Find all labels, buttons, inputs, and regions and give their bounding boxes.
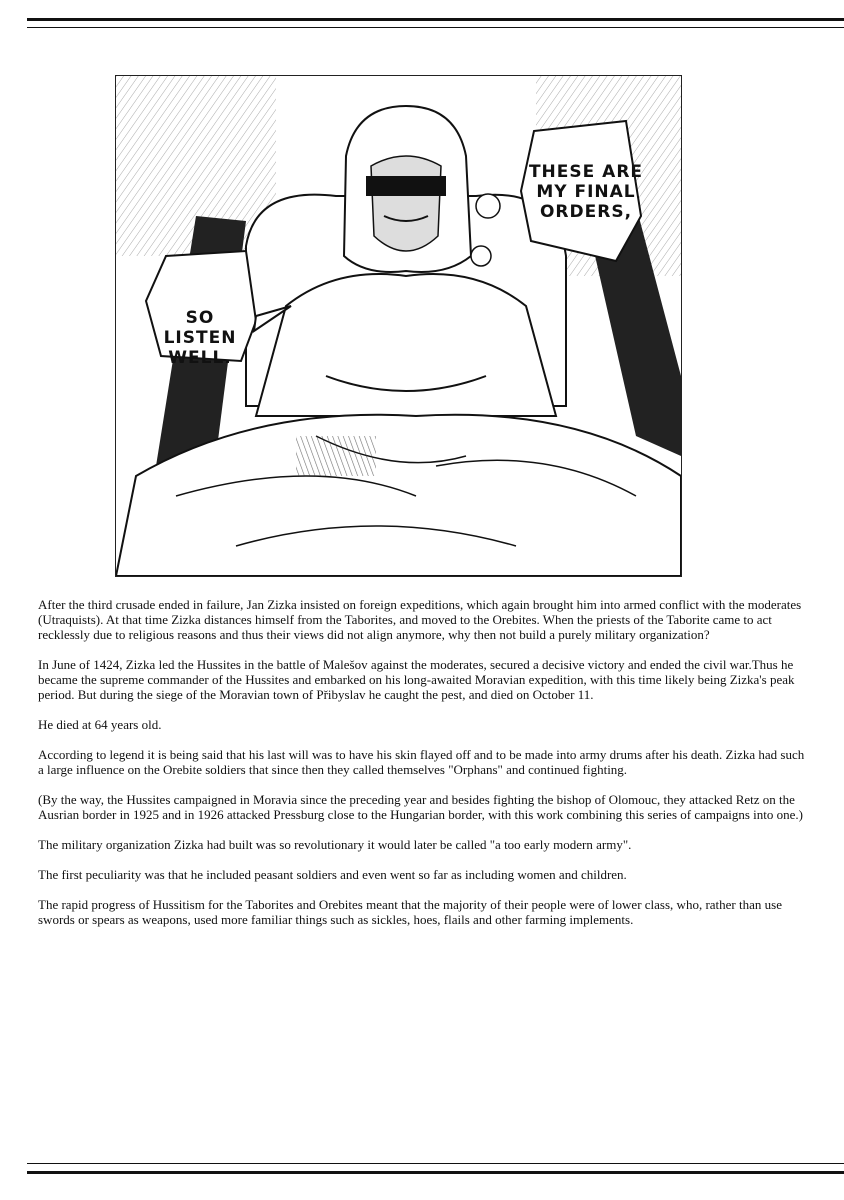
- paragraph: In June of 1424, Zizka led the Hussites in the battle of Malešov against the moderates, secured a decisive victory and ended the civil war.Thus he became the supreme commander of the Hussites and embarked on his long-awaited Moravian expedition, with this time likely being Zizka's peak period. But during the siege of the Moravian town of Přibyslav he caught the pest, and died on October 11.: [38, 657, 795, 702]
- blanket-shading: [296, 436, 376, 476]
- top-rule-thick: [27, 18, 844, 21]
- paragraph: According to legend it is being said that his last will was to have his skin flayed off and to be made into army drums after his death. Zizka had such a large influence on the Orebite soldiers that since then they called themselves "Orphans" and continued fighting.: [38, 747, 805, 777]
- bottom-rule-thin: [27, 1163, 844, 1164]
- paragraph: The first peculiarity was that he included peasant soldiers and even went so far as including women and children.: [38, 867, 627, 882]
- paragraph: The rapid progress of Hussitism for the Taborites and Orebites meant that the majority of their people were of lower class, who, rather than use swords or spears as weapons, used more familiar things such as sickles, hoes, flails and other farming implements.: [38, 897, 782, 927]
- body-gown: [256, 274, 556, 416]
- thought-dot: [476, 194, 500, 218]
- eye-bandage: [366, 176, 446, 196]
- manga-panel: [115, 75, 682, 577]
- bottom-rule-thick: [27, 1171, 844, 1174]
- article-body: [38, 597, 810, 942]
- paragraph: (By the way, the Hussites campaigned in Moravia since the preceding year and besides fighting the bishop of Olomouc, they attacked Retz on the Ausrian border in 1925 and in 1926 attacked Pressburg close to the Hungarian border, with this work combining this series of campaigns into one.): [38, 792, 804, 822]
- thought-dot: [471, 246, 491, 266]
- face: [371, 156, 441, 251]
- top-rule-thin: [27, 27, 844, 28]
- paragraph: He died at 64 years old.: [38, 717, 162, 732]
- speech-text-right: THESE ARE MY FINAL ORDERS,: [528, 162, 644, 222]
- paragraph: The military organization Zizka had built was so revolutionary it would later be called "a too early modern army".: [38, 837, 632, 852]
- speech-text-left: SO LISTEN WELL.: [163, 308, 237, 368]
- paragraph: After the third crusade ended in failure, Jan Zizka insisted on foreign expeditions, which again brought him into armed conflict with the moderates (Utraquists). At that time Zizka distances himself from the Taborites, and moved to the Orebites. When the priests of the Taborite came to act recklessly due to religious reasons and thus their views did not align anymore, why then not build a purely military organization?: [38, 597, 802, 642]
